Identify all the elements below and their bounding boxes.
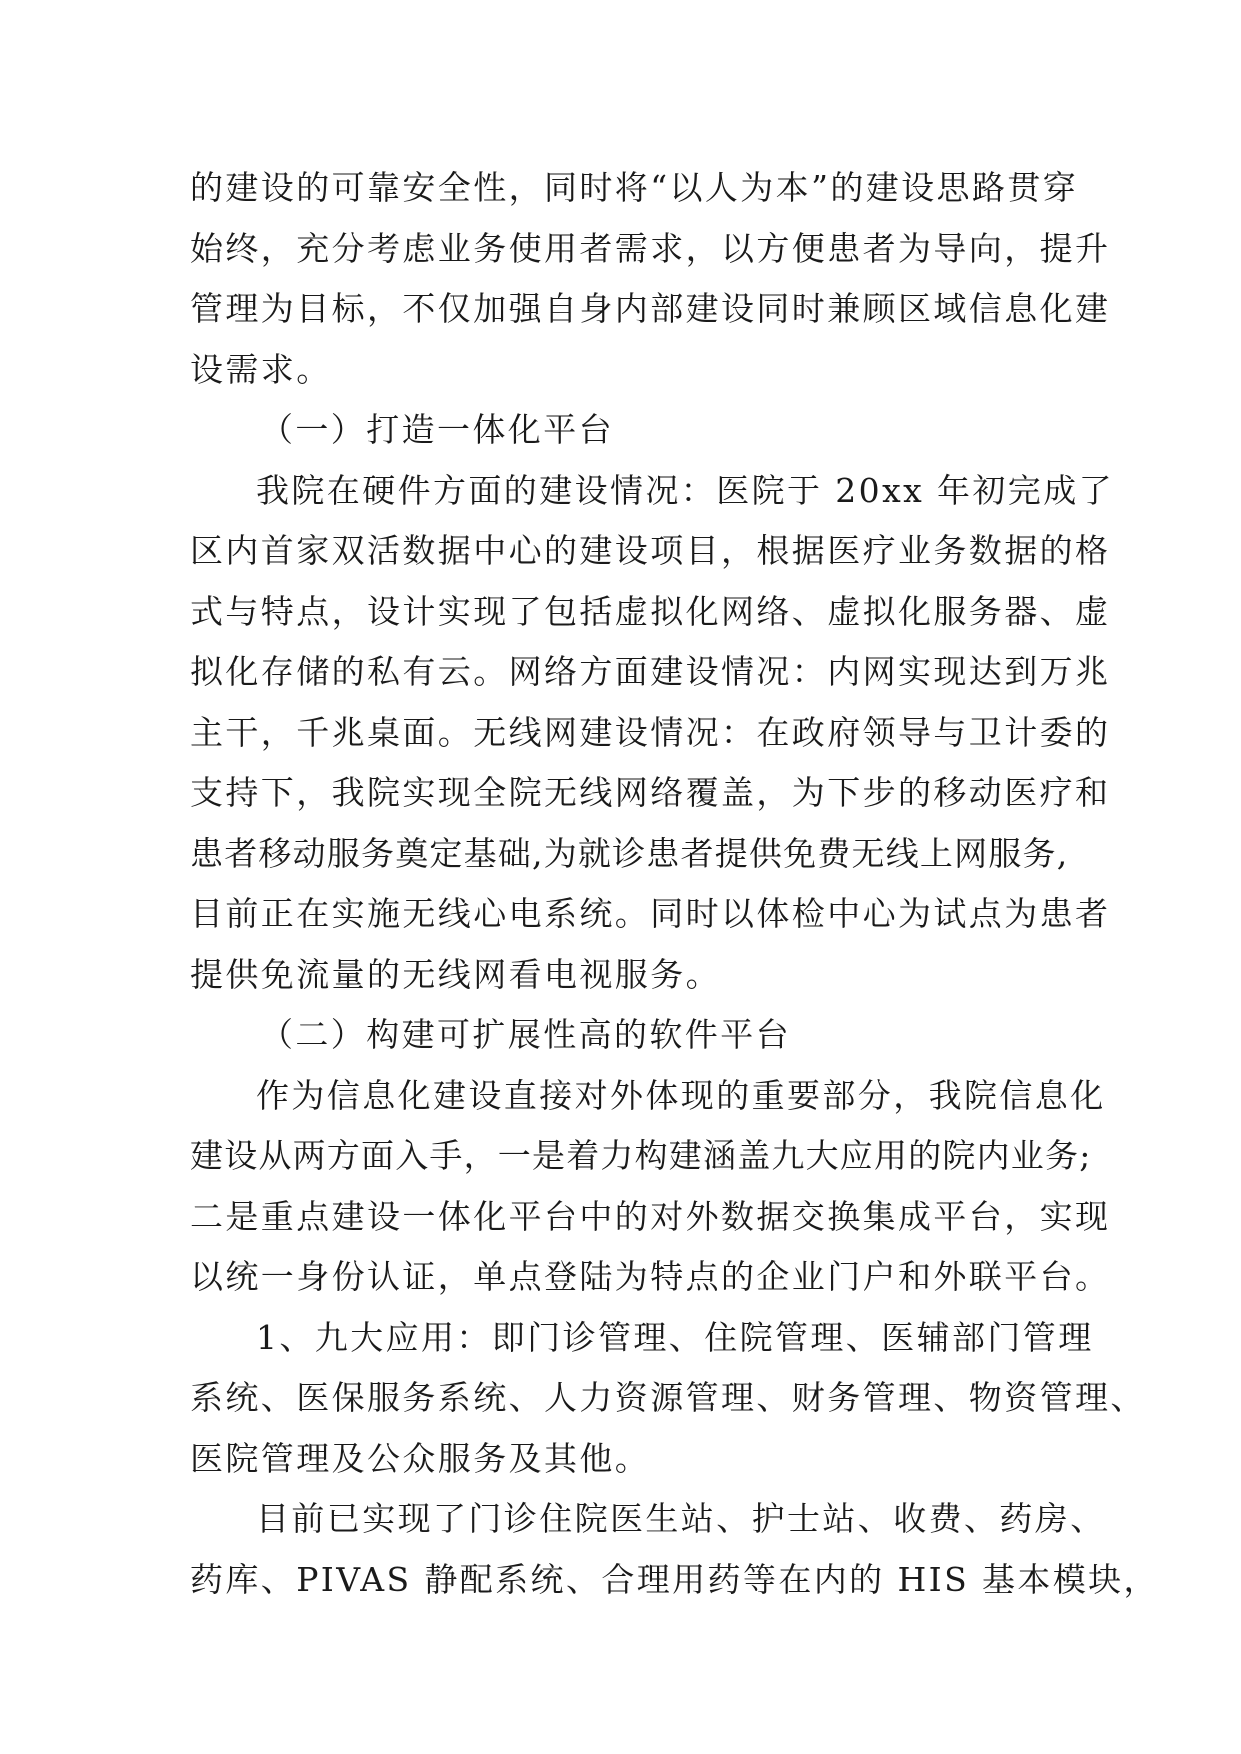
text-line: 目前正在实施无线心电系统。同时以体检中心为试点为患者: [190, 894, 1111, 933]
section-heading: （一）打造一体化平台: [260, 410, 614, 449]
text-line: 区内首家双活数据中心的建设项目，根据医疗业务数据的格: [190, 531, 1111, 570]
text-line: 1、九大应用：即门诊管理、住院管理、医辅部门管理: [256, 1317, 1094, 1357]
text-line: 作为信息化建设直接对外体现的重要部分，我院信息化: [256, 1075, 1106, 1115]
paragraph-intro: [190, 158, 1111, 400]
text-line: 式与特点，设计实现了包括虚拟化网络、虚拟化服务器、虚: [190, 591, 1111, 631]
text-line: 拟化存储的私有云。网络方面建设情况：内网实现达到万兆: [190, 652, 1111, 691]
text-line: 主干，千兆桌面。无线网建设情况：在政府领导与卫计委的: [190, 712, 1111, 752]
text-line: 建设从两方面入手，一是着力构建涵盖九大应用的院内业务;: [190, 1136, 1092, 1175]
section-heading-2: [190, 1005, 1075, 1066]
text-line: 提供免流量的无线网看电视服务。: [190, 954, 721, 994]
paragraph-software: [190, 1066, 1111, 1308]
text-line: 我院在硬件方面的建设情况：医院于 20xx 年初完成了: [256, 470, 1114, 510]
section-heading-1: [190, 400, 1075, 461]
text-line: 的建设的可靠安全性，同时将“以人为本”的建设思路贯穿: [190, 168, 1079, 207]
section-heading: （二）构建可扩展性高的软件平台: [260, 1015, 791, 1054]
text-line: 设需求。: [190, 349, 332, 389]
paragraph-current: [190, 1489, 1159, 1610]
text-line: 患者移动服务奠定基础,为就诊患者提供免费无线上网服务,: [190, 833, 1069, 873]
text-line: 以统一身份认证，单点登陆为特点的企业门户和外联平台。: [190, 1257, 1111, 1296]
paragraph-nine-apps: [190, 1308, 1146, 1490]
text-line: 二是重点建设一体化平台中的对外数据交换集成平台，实现: [190, 1196, 1111, 1236]
text-line: 医院管理及公众服务及其他。: [190, 1438, 651, 1478]
text-line: 目前已实现了门诊住院医生站、护士站、收费、药房、: [256, 1499, 1106, 1538]
document-body: [190, 158, 1159, 1610]
text-line: 系统、医保服务系统、人力资源管理、财务管理、物资管理、: [190, 1378, 1146, 1417]
text-line: 药库、PIVAS 静配系统、合理用药等在内的 HIS 基本模块，: [190, 1559, 1159, 1599]
text-line: 始终，充分考虑业务使用者需求，以方便患者为导向，提升: [190, 228, 1111, 268]
text-line: 管理为目标，不仅加强自身内部建设同时兼顾区域信息化建: [190, 289, 1111, 328]
text-line: 支持下，我院实现全院无线网络覆盖，为下步的移动医疗和: [190, 773, 1111, 812]
paragraph-hardware: [190, 461, 1114, 1006]
